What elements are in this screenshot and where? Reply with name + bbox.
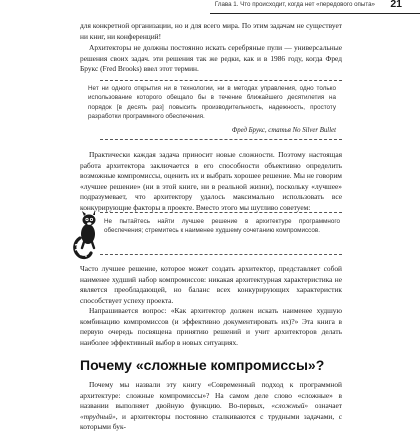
quote-bottom-rule <box>100 139 342 140</box>
paragraph-1: для конкретной организации, но и для всего мира. По этим задачам не существует ни книг, ни конференций! <box>80 21 342 41</box>
paragraph-4: Часто лучшее решение, которое может создать архитектор, представляет собой наименее худший набор компромиссов: никакая архитектурная характеристика не является преобладающей, но баланс всех конкурирующих характеристик способствует успеху проекта. <box>80 264 342 305</box>
epigraph-quote: Нет ни одного открытия ни в технологии, ни в методах управления, одно только использование которого обещало бы в течение ближайшего десятилетия на порядок [в десять раз] повысить производительность, надежность, простоту разработки программного обеспечения. <box>88 85 336 121</box>
lemur-icon <box>72 208 102 260</box>
section-heading: Почему «сложные компромиссы»? <box>80 357 325 373</box>
paragraph-5: Напрашивается вопрос: «Как архитектор должен искать наименее худшую комбинацию компромиссов (и эффективно документировать их)?» Эта книга в первую очередь посвящена принятию решений и учит архитекторов делать наиболее эффективный выбор в новых ситуациях. <box>80 306 342 347</box>
paragraph-3: Практически каждая задача приносит новые сложности. Поэтому настоящая работа архитектора заключается в его способности объективно определить возможные компромиссы, оценить их и выбрать хорошее решение. Мы не говорим «лучшее решение» (ни в этой книге, ни в реальной жизни), поскольку «лучшее» подразумевает, что архитектору удалось максимально использовать все конкурирующие факторы в проекте. Вместо этого мы шутливо советуем: <box>80 150 342 212</box>
page-number: 21 <box>390 0 402 10</box>
paragraph-2: Архитекторы не должны постоянно искать серебряные пули — универсальные решения своих задач. эти решения так же редки, как и в 1986 году, когда Фред Брукс (Fred Brooks) ввел этот термин. <box>80 43 342 74</box>
note-bottom-rule <box>100 254 342 255</box>
note-top-rule <box>100 212 342 213</box>
quote-citation: Фред Брукс, статья No Silver Bullet <box>231 127 336 134</box>
chapter-title: Глава 1. Что происходит, когда нет «передового опыта» <box>214 1 375 8</box>
quote-top-rule <box>100 80 342 81</box>
note-text: Не пытайтесь найти лучшее решение в архитектуре программного обеспечения; стремитесь к наименее худшему сочетанию компромиссов. <box>104 218 340 235</box>
running-header <box>210 0 420 14</box>
paragraph-6: Почему мы назвали эту книгу «Современный подход к программной архитектуре: сложные компромиссы»? На самом деле слово «сложные» в названии выполняет двойную функцию. Во-первых, «сложный» означает «трудный», и архитекторы постоянно сталкиваются с трудными задачами, с которыми бук- <box>80 380 342 432</box>
